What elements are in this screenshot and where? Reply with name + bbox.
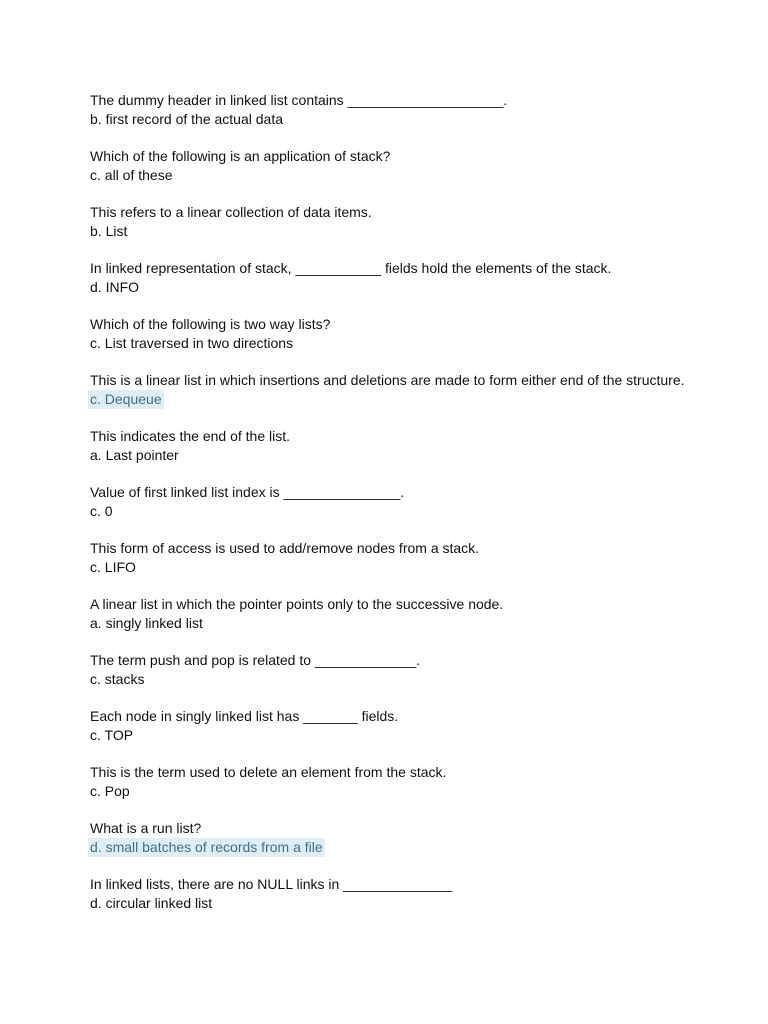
question-text: A linear list in which the pointer points only to the successive node. (90, 596, 504, 612)
question-text: Value of first linked list index is _______________. (90, 484, 405, 500)
question-text: What is a run list? (90, 820, 202, 836)
answer-text: c. Pop (90, 783, 130, 799)
qa-item-6 (90, 371, 750, 409)
question-text: The term push and pop is related to _____________. (90, 652, 421, 668)
answer-text: c. LIFO (90, 559, 136, 575)
question-text: Which of the following is two way lists? (90, 316, 331, 332)
qa-item-13 (90, 763, 750, 801)
question-text: In linked representation of stack, ___________ fields hold the elements of the stack. (90, 260, 612, 276)
answer-text: c. List traversed in two directions (90, 335, 294, 351)
qa-item-15 (90, 875, 750, 913)
qa-item-14 (90, 819, 750, 857)
qa-item-3 (90, 203, 750, 241)
answer-text: c. TOP (90, 727, 134, 743)
qa-item-11 (90, 651, 750, 689)
qa-item-12 (90, 707, 750, 745)
answer-text: c. all of these (90, 167, 173, 183)
question-text: This indicates the end of the list. (90, 428, 290, 444)
question-text: In linked lists, there are no NULL links in ______________ (90, 876, 453, 892)
question-text: This is a linear list in which insertions and deletions are made to form either end of the structure. (90, 372, 685, 388)
answer-text: c. 0 (90, 503, 113, 519)
highlighted-answer-text: d. small batches of records from a file (90, 839, 323, 855)
question-text: This is the term used to delete an element from the stack. (90, 764, 447, 780)
qa-item-8 (90, 483, 750, 521)
highlighted-answer-text: c. Dequeue (90, 391, 162, 407)
answer-text: d. circular linked list (90, 895, 213, 911)
answer-text: a. Last pointer (90, 447, 179, 463)
answer-text: c. stacks (90, 671, 145, 687)
question-text: Each node in singly linked list has _______ fields. (90, 708, 399, 724)
qa-item-4 (90, 259, 750, 297)
question-text: Which of the following is an application of stack? (90, 148, 391, 164)
qa-item-10 (90, 595, 750, 633)
question-text: The dummy header in linked list contains ____________________. (90, 92, 508, 108)
answer-text: b. List (90, 223, 128, 239)
answer-text: d. INFO (90, 279, 140, 295)
qa-item-2 (90, 147, 750, 185)
question-text: This form of access is used to add/remove nodes from a stack. (90, 540, 480, 556)
answer-text: b. first record of the actual data (90, 111, 283, 127)
document-page (90, 91, 750, 931)
question-text: This refers to a linear collection of data items. (90, 204, 372, 220)
qa-item-9 (90, 539, 750, 577)
qa-item-1 (90, 91, 750, 129)
answer-text: a. singly linked list (90, 615, 203, 631)
qa-item-7 (90, 427, 750, 465)
qa-item-5 (90, 315, 750, 353)
